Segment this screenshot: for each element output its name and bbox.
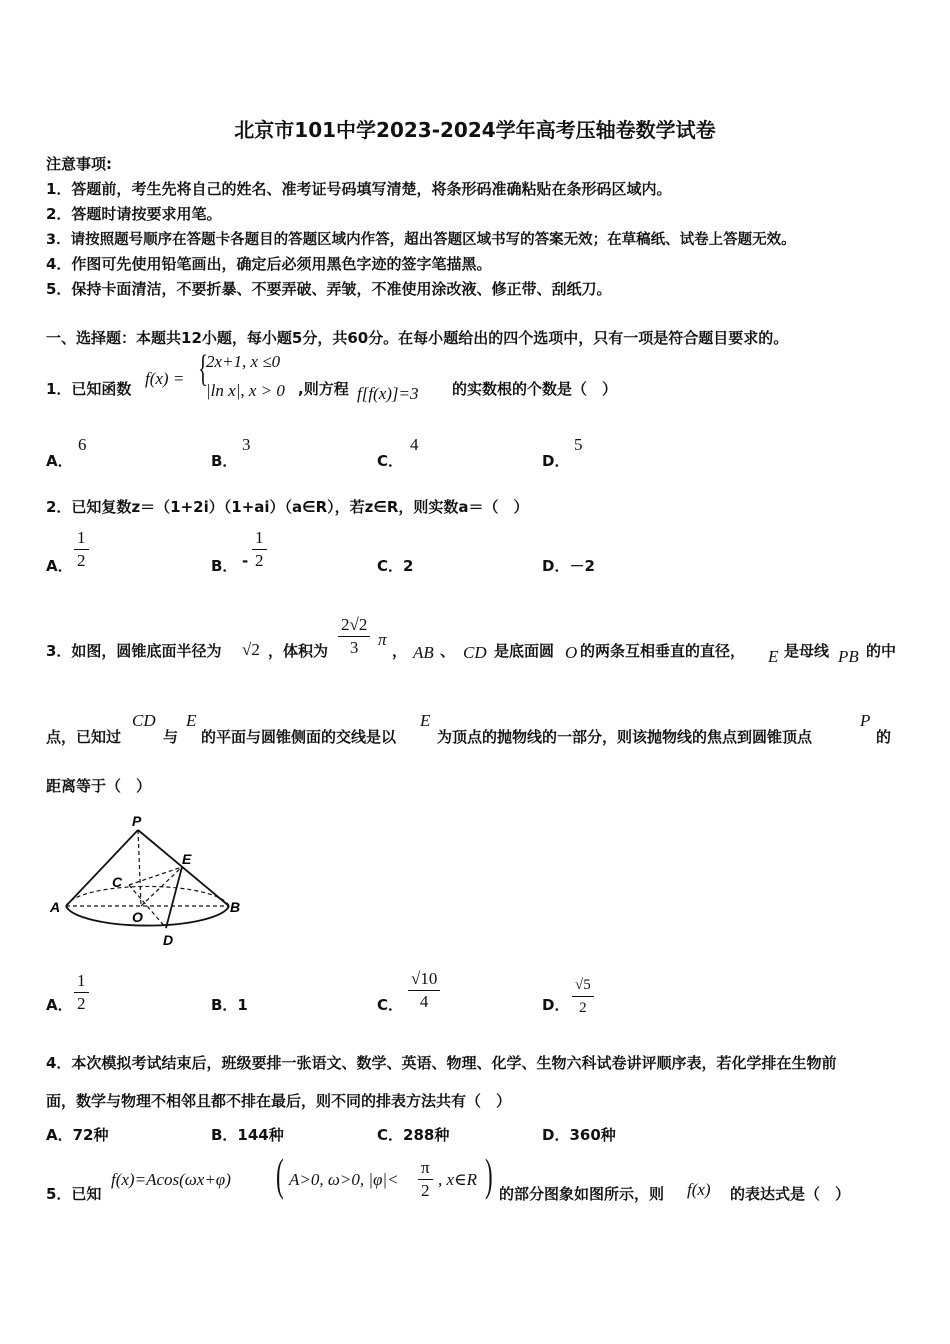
notice-item: 5．保持卡面清洁，不要折暴、不要弄破、弄皱，不准使用涂改液、修正带、刮纸刀。: [46, 280, 612, 298]
cone-side-left: [66, 830, 138, 906]
q2-option-c: C．2: [377, 557, 414, 575]
q5-condition: , x∈R: [438, 1170, 478, 1189]
q4-text-line-2: 面，数学与物理不相邻且都不排在最后，则不同的排表方法共有（ ）: [46, 1092, 512, 1110]
q3-text: 是底面圆: [494, 642, 555, 660]
label-d: D: [163, 932, 174, 948]
q1-option-a-value: 6: [78, 435, 87, 454]
notice-item: 2．答题时请按要求用笔。: [46, 205, 222, 223]
label-o: O: [132, 909, 143, 925]
q2-option-b-label: B．: [211, 557, 238, 575]
q3-e: E: [768, 647, 779, 666]
q5-condition: A>0, ω>0, |φ|<: [289, 1170, 399, 1189]
q2-option-d: D．－2: [542, 557, 595, 575]
base-front-arc: [66, 906, 229, 926]
q4-option-c: C．288种: [377, 1126, 450, 1144]
q1-option-d-label: D．: [542, 452, 570, 470]
q1-option-d-value: 5: [574, 435, 583, 454]
q3-radius: √2: [242, 640, 260, 659]
page-title: 北京市101中学2023-2024学年高考压轴卷数学试卷: [234, 118, 716, 142]
q2-option-a-label: A．: [46, 557, 73, 575]
q5-paren-right: ): [485, 1149, 493, 1200]
q3-p: P: [860, 711, 871, 730]
cone-figure: [44, 812, 249, 952]
section-heading: 一、选择题：本题共12小题，每小题5分，共60分。在每小题给出的四个选项中，只有一项是符合题目要求的。: [46, 329, 789, 347]
q3-text: ，体积为: [268, 642, 329, 660]
notice-heading: 注意事项:: [46, 155, 112, 173]
q1-option-a-label: A．: [46, 452, 73, 470]
q5-expression: f(x)=Acos(ωx+φ): [111, 1170, 231, 1189]
label-c: C: [112, 874, 123, 890]
q5-fx: f(x): [687, 1180, 711, 1199]
q3-text: 的中: [866, 642, 897, 660]
q3-option-a-label: A．: [46, 996, 73, 1014]
q2-stem: 2．已知复数z＝（1+2i）（1+ai）（a∈R），若z∈R，则实数a＝（ ）: [46, 498, 529, 516]
q3-text: 的: [876, 728, 892, 746]
notice-item: 3．请按照题号顺序在答题卡各题目的答题区域内作答，超出答题区域书写的答案无效；在草稿纸、试卷上答题无效。: [46, 232, 796, 248]
q1-mid: ,则方程: [298, 380, 349, 398]
q1-option-c-label: C．: [377, 452, 404, 470]
q1-equation: f[f(x)]=3: [357, 384, 419, 403]
cone-side-right: [138, 830, 229, 906]
q4-option-a: A．72种: [46, 1126, 109, 1144]
label-a: A: [50, 899, 61, 915]
q1-brace: {: [198, 348, 209, 390]
q3-option-c-label: C．: [377, 996, 404, 1014]
label-b: B: [230, 899, 241, 915]
q3-option-d-fraction: $\frac{√5}{2}$: [572, 974, 594, 1019]
q1-case-1: 2x+1, x ≤0: [206, 352, 281, 371]
q2-option-b-fraction: $\frac{1}{2}$: [252, 527, 267, 572]
q1-stem: 1．已知函数: [46, 380, 132, 398]
q3-o: O: [565, 643, 578, 662]
q3-option-c-fraction: $\frac{√10}{4}$: [408, 968, 440, 1013]
q5-pi-over-two: $\frac{\pi}{2}$: [418, 1157, 433, 1202]
q3-option-b: B．1: [211, 996, 248, 1014]
q3-ab: AB: [413, 643, 434, 662]
q3-pb: PB: [838, 647, 859, 666]
q3-e: E: [186, 711, 197, 730]
q3-text: 点，已知过: [46, 728, 122, 746]
q3-text: 为顶点的抛物线的一部分，则该抛物线的焦点到圆锥顶点: [437, 728, 813, 746]
q4-option-b: B．144种: [211, 1126, 284, 1144]
q5-paren-left: (: [276, 1149, 284, 1200]
q3-option-a-fraction: $\frac{1}{2}$: [74, 970, 89, 1015]
q1-option-b-label: B．: [211, 452, 238, 470]
base-back-arc: [66, 886, 229, 906]
q3-text: 是母线: [784, 642, 830, 660]
q5-tail: 的表达式是（ ）: [730, 1185, 851, 1203]
q3-text: 距离等于（ ）: [46, 777, 152, 795]
height-po: [138, 830, 141, 906]
q1-tail: 的实数根的个数是（ ）: [452, 380, 618, 398]
q3-cd: CD: [132, 711, 156, 730]
q5-tail: 的部分图象如图所示，则: [499, 1185, 665, 1203]
segment-ce: [129, 867, 182, 885]
q3-volume-fraction: $\frac{2√2}{3}$: [338, 614, 370, 659]
notice-item: 4．作图可先使用铅笔画出，确定后必须用黑色字迹的签字笔描黑。: [46, 255, 492, 273]
q1-case-2: |ln x|, x > 0: [206, 381, 285, 400]
q2-option-b-sign: -: [242, 552, 249, 570]
q3-pi: π: [378, 630, 387, 649]
label-e: E: [182, 851, 192, 867]
q3-text: 的两条互相垂直的直径，: [580, 642, 746, 660]
label-p: P: [132, 813, 142, 829]
notice-item: 1．答题前，考生先将自己的姓名、准考证号码填写清楚，将条形码准确粘贴在条形码区域内。: [46, 180, 672, 198]
q3-text: 的平面与圆锥侧面的交线是以: [201, 728, 397, 746]
q4-text-line-1: 4．本次模拟考试结束后，班级要排一张语文、数学、英语、物理、化学、生物六科试卷讲评顺序表，若化学排在生物前: [46, 1054, 837, 1072]
segment-ed: [166, 867, 182, 928]
q3-cd: CD: [463, 643, 487, 662]
q2-option-a-fraction: $\frac{1}{2}$: [74, 527, 89, 572]
q3-text: 与: [163, 728, 179, 746]
q3-e: E: [420, 711, 431, 730]
q1-function: f(x) =: [145, 369, 185, 388]
q3-option-d-label: D．: [542, 996, 570, 1014]
q3-text: 、: [440, 642, 456, 660]
q3-text: ，: [392, 642, 408, 660]
q1-option-c-value: 4: [410, 435, 419, 454]
q4-option-d: D．360种: [542, 1126, 616, 1144]
q3-text: 3．如图，圆锥底面半径为: [46, 642, 222, 660]
q5-stem: 5．已知: [46, 1185, 102, 1203]
q1-option-b-value: 3: [242, 435, 251, 454]
